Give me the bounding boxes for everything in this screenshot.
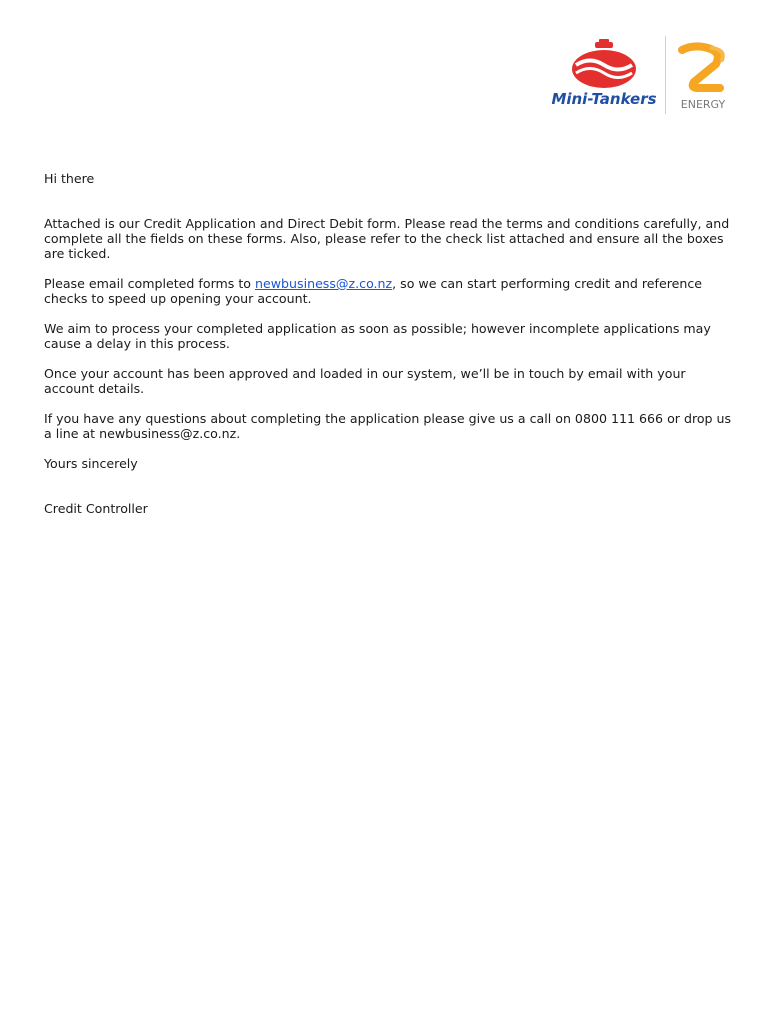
paragraph-questions: If you have any questions about completing the application please give us a call on 0800 111 666 or drop us a line at newbusiness@z.co.nz. bbox=[44, 411, 732, 441]
newbusiness-email-link[interactable]: newbusiness@z.co.nz bbox=[255, 276, 393, 291]
signature: Credit Controller bbox=[44, 501, 148, 516]
mini-tankers-wordmark: Mini-Tankers bbox=[551, 90, 657, 108]
z-energy-logo bbox=[672, 42, 734, 110]
paragraph-attachment: Attached is our Credit Application and Direct Debit form. Please read the terms and conditions carefully, and complete all the fields on these forms. Also, please refer to the check list attached and ensure all the boxes are ticked. bbox=[44, 216, 730, 261]
paragraph-email-instructions bbox=[44, 276, 734, 306]
greeting: Hi there bbox=[44, 171, 95, 186]
letter-body bbox=[44, 171, 734, 516]
closing: Yours sincerely bbox=[44, 456, 138, 471]
mini-tankers-logo bbox=[546, 38, 662, 110]
para2-after: , so we can start performing credit and reference checks to speed up opening your account. bbox=[44, 276, 703, 306]
para2-before: Please email completed forms to bbox=[44, 276, 256, 291]
logo-divider bbox=[665, 36, 666, 114]
paragraph-approval: Once your account has been approved and loaded in our system, we’ll be in touch by email with your account details. bbox=[44, 366, 686, 396]
z-energy-wordmark: ENERGY bbox=[680, 98, 726, 110]
paragraph-processing: We aim to process your completed application as soon as possible; however incomplete applications may cause a delay in this process. bbox=[44, 321, 711, 351]
header-logos bbox=[546, 38, 742, 118]
